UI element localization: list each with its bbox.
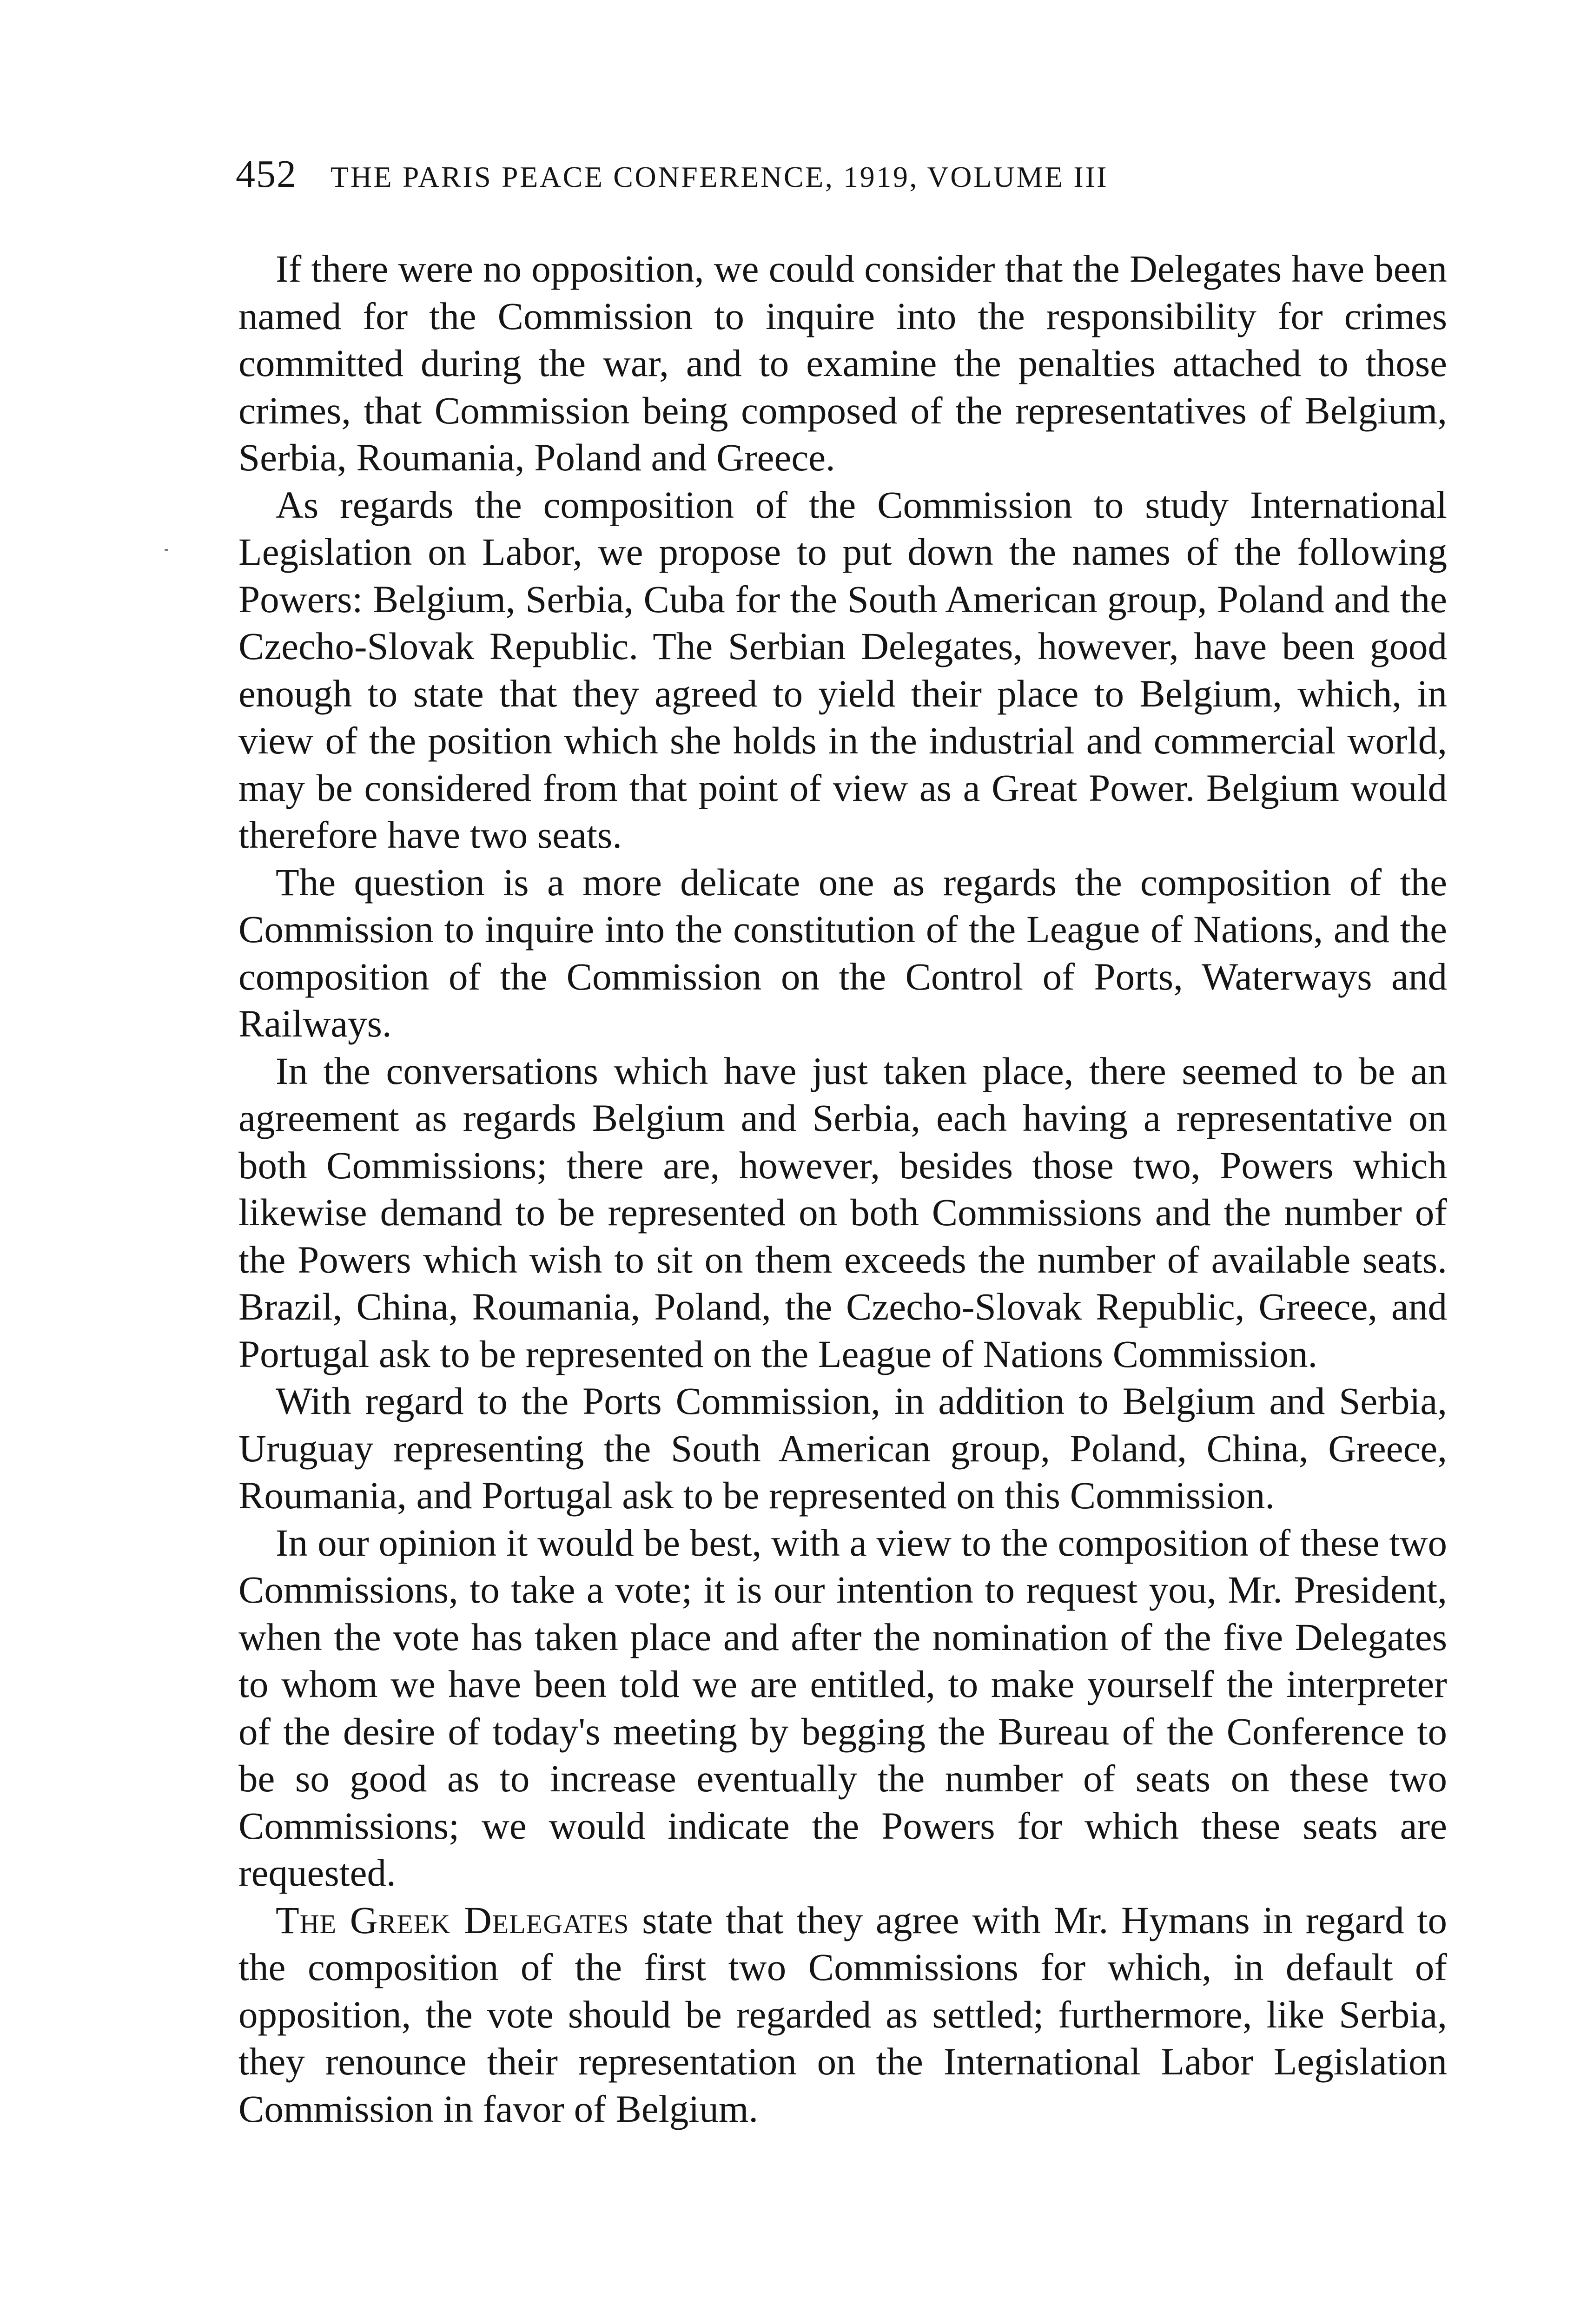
paragraph-greek-delegates (238, 1897, 1447, 2133)
page-number: 452 (236, 152, 297, 196)
paragraph-conversations: In the conversations which have just taken place, there seemed to be an agreement as regards Belgium and Serbia, each having a representative on both Commissions; there are, however, besides those two, Powers which likewise demand to be represented on both Commissions and the number of the Powers which wish to sit on them exceeds the number of available seats. Brazil, China, Roumania, Poland, the Czecho-Slovak Republic, Greece, and Portugal ask to be represented on the League of Nations Commission. (238, 1049, 1447, 1375)
body-text (238, 245, 1447, 2133)
paragraph-vote-proposal: In our opinion it would be best, with a view to the composition of these two Commissions, to take a vote; it is our intention to request you, Mr. President, when the vote has taken place and after the nomination of the five Delegates to whom we have been told we are entitled, to make yourself the interpreter of the desire of today's meeting by begging the Bureau of the Conference to be so good as to increase eventually the number of seats on these two Commissions; we would indicate the Powers for which these seats are requested. (238, 1521, 1447, 1894)
paragraph-ports-commission: With regard to the Ports Commission, in addition to Belgium and Serbia, Uruguay representing the South American group, Poland, China, Greece, Roumania, and Portugal ask to be represented on this Commission. (238, 1380, 1447, 1517)
speaker-name: The Greek Delegates (276, 1898, 629, 1941)
document-page (238, 153, 1447, 2133)
paragraph-labor-commission: As regards the composition of the Commission to study International Legislation on Labor, we propose to put down the names of the following Powers: Belgium, Serbia, Cuba for the South American group, Poland and the Czecho-Slovak Republic. The Serbian Delegates, however, have been good enough to state that they agreed to yield their place to Belgium, which, in view of the position which she holds in the industrial and commercial world, may be considered from that point of view as a Great Power. Belgium would therefore have two seats. (238, 483, 1447, 856)
running-title: THE PARIS PEACE CONFERENCE, 1919, VOLUME III (331, 160, 1109, 193)
running-head (238, 153, 1447, 198)
margin-speck (165, 549, 168, 551)
speaker-statement: state that they agree with Mr. Hymans in regard to the composition of the first two Commissions for which, in default of opposition, the vote should be regarded as settled; furthermore, like Serbia, they renounce their representation on the International Labor Legislation Commission in favor of Belgium. (238, 1898, 1447, 2130)
paragraph-commission-responsibility: If there were no opposition, we could consider that the Delegates have been named for the Commission to inquire into the responsibility for crimes committed during the war, and to examine the penalties attached to those crimes, that Commission being composed of the representatives of Belgium, Serbia, Roumania, Poland and Greece. (238, 247, 1447, 479)
paragraph-league-ports-question: The question is a more delicate one as regards the composition of the Commission to inquire into the constitution of the League of Nations, and the composition of the Commission on the Control of Ports, Waterways and Railways. (238, 860, 1447, 1045)
